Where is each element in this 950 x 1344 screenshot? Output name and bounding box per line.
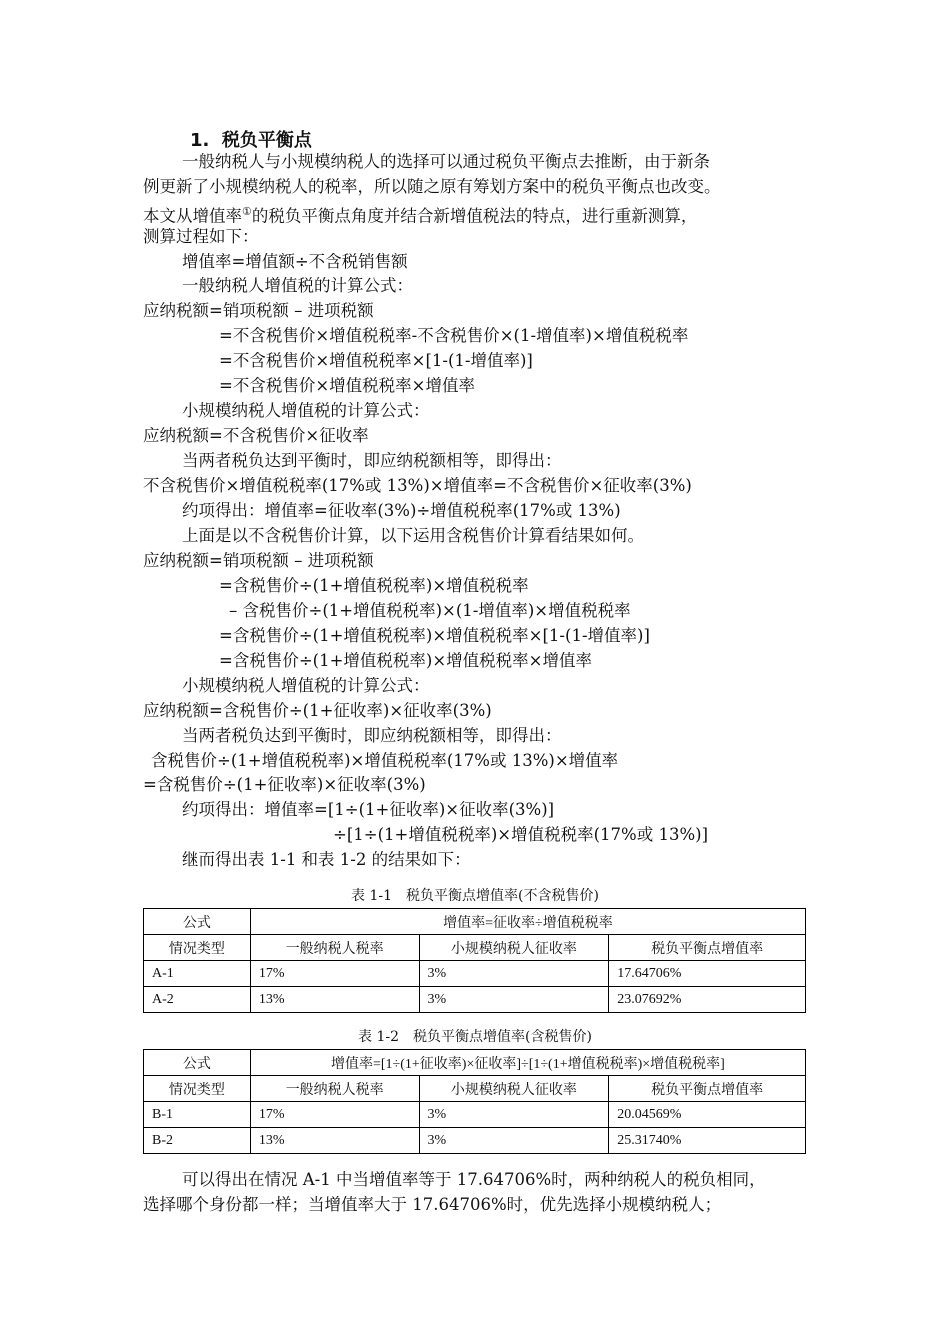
table-cell: 3% bbox=[419, 1102, 609, 1128]
table-cell: 公式 bbox=[144, 909, 251, 935]
formula-line: =不含税售价×增值税税率×[1-(1-增值率)] bbox=[219, 351, 533, 370]
text-line: 继而得出表 1-1 和表 1-2 的结果如下： bbox=[182, 850, 471, 869]
text-line: 应纳税额=含税售价÷(1+征收率)×征收率(3%) bbox=[143, 701, 492, 720]
table-cell: 增值率=征收率÷增值税税率 bbox=[250, 909, 805, 935]
text-line: 小规模纳税人增值税的计算公式： bbox=[182, 401, 430, 420]
table-cell: A-2 bbox=[144, 987, 251, 1013]
text-line: 应纳税额=不含税售价×征收率 bbox=[143, 426, 369, 445]
table-header-cell: 小规模纳税人征收率 bbox=[419, 1076, 609, 1102]
table-header-cell: 情况类型 bbox=[144, 935, 251, 961]
formula-line: =含税售价÷(1+征收率)×征收率(3%) bbox=[143, 775, 426, 794]
text-line: 当两者税负达到平衡时，即应纳税额相等，即得出： bbox=[182, 726, 562, 745]
section-number: 1. bbox=[190, 130, 210, 151]
table-cell: A-1 bbox=[144, 961, 251, 987]
formula-line: =不含税售价×增值税税率-不含税售价×(1-增值率)×增值税税率 bbox=[219, 326, 689, 345]
table-cell: 25.31740% bbox=[609, 1128, 806, 1154]
formula-line: – 含税售价÷(1+增值税税率)×(1-增值率)×增值税税率 bbox=[229, 601, 631, 620]
intro-line: 例更新了小规模纳税人的税率，所以随之原有筹划方案中的税负平衡点也改变。 bbox=[143, 177, 721, 196]
table-cell: 公式 bbox=[144, 1050, 251, 1076]
text-line: 小规模纳税人增值税的计算公式： bbox=[182, 676, 430, 695]
table-cell: 3% bbox=[419, 961, 609, 987]
table-cell: 23.07692% bbox=[609, 987, 806, 1013]
section-title: 税负平衡点 bbox=[221, 130, 312, 151]
table-row bbox=[144, 909, 806, 935]
table-cell: 13% bbox=[250, 1128, 419, 1154]
text-line: 增值率=增值额÷不含税销售额 bbox=[182, 252, 408, 271]
table-header-cell: 一般纳税人税率 bbox=[250, 935, 419, 961]
intro-line: 测算过程如下： bbox=[143, 227, 259, 246]
table1 bbox=[143, 908, 806, 1013]
conclusion-line: 可以得出在情况 A-1 中当增值率等于 17.64706%时，两种纳税人的税负相同， bbox=[182, 1170, 766, 1189]
table-cell: B-1 bbox=[144, 1102, 251, 1128]
formula-line: =含税售价÷(1+增值税税率)×增值税税率×增值率 bbox=[219, 651, 592, 670]
formula-line: ÷[1÷(1+增值税税率)×增值税税率(17%或 13%)] bbox=[333, 825, 709, 844]
table-header-cell: 一般纳税人税率 bbox=[250, 1076, 419, 1102]
conclusion-line: 选择哪个身份都一样；当增值率大于 17.64706%时，优先选择小规模纳税人； bbox=[143, 1195, 722, 1214]
text-line: 当两者税负达到平衡时，即应纳税额相等，即得出： bbox=[182, 451, 562, 470]
intro-text: 的税负平衡点角度并结合新增值税法的特点，进行重新测算， bbox=[251, 206, 698, 226]
table-row bbox=[144, 987, 806, 1013]
table-header-cell: 小规模纳税人征收率 bbox=[419, 935, 609, 961]
table-cell: 17% bbox=[250, 1102, 419, 1128]
formula-line: =含税售价÷(1+增值税税率)×增值税税率×[1-(1-增值率)] bbox=[219, 626, 650, 645]
table2-caption: 表 1-2 税负平衡点增值率(含税售价) bbox=[358, 1029, 592, 1045]
text-line: 约项得出：增值率=征收率(3%)÷增值税税率(17%或 13%) bbox=[182, 501, 621, 520]
text-line: 应纳税额=销项税额 – 进项税额 bbox=[143, 301, 374, 320]
formula-line: 含税售价÷(1+增值税税率)×增值税税率(17%或 13%)×增值率 bbox=[151, 751, 619, 770]
text-line: 一般纳税人增值税的计算公式： bbox=[182, 276, 413, 295]
table2 bbox=[143, 1049, 806, 1154]
table-header-cell: 税负平衡点增值率 bbox=[609, 935, 806, 961]
text-line: 上面是以不含税售价计算，以下运用含税售价计算看结果如何。 bbox=[182, 526, 644, 545]
text-line: 应纳税额=销项税额 – 进项税额 bbox=[143, 551, 374, 570]
table-cell: 增值率=[1÷(1+征收率)×征收率]÷[1÷(1+增值税税率)×增值税税率] bbox=[250, 1050, 805, 1076]
table1-caption: 表 1-1 税负平衡点增值率(不含税售价) bbox=[351, 888, 599, 904]
table-cell: 17.64706% bbox=[609, 961, 806, 987]
text-line: 约项得出：增值率=[1÷(1+征收率)×征收率(3%)] bbox=[182, 800, 555, 819]
table-cell: B-2 bbox=[144, 1128, 251, 1154]
formula-line: =含税售价÷(1+增值税税率)×增值税税率 bbox=[219, 576, 529, 595]
table-cell: 13% bbox=[250, 987, 419, 1013]
table-row bbox=[144, 961, 806, 987]
table-header-row bbox=[144, 1076, 806, 1102]
footnote-mark: ① bbox=[242, 205, 252, 218]
intro-line: 一般纳税人与小规模纳税人的选择可以通过税负平衡点去推断，由于新条 bbox=[182, 152, 710, 171]
table-row bbox=[144, 1128, 806, 1154]
formula-line: =不含税售价×增值税税率×增值率 bbox=[219, 376, 475, 395]
table-row bbox=[144, 1102, 806, 1128]
table-header-cell: 税负平衡点增值率 bbox=[609, 1076, 806, 1102]
table-row bbox=[144, 1050, 806, 1076]
intro-text: 本文从增值率 bbox=[143, 206, 242, 226]
formula-line: 不含税售价×增值税税率(17%或 13%)×增值率=不含税售价×征收率(3%) bbox=[143, 476, 692, 495]
table-header-cell: 情况类型 bbox=[144, 1076, 251, 1102]
table-cell: 3% bbox=[419, 1128, 609, 1154]
table-cell: 20.04569% bbox=[609, 1102, 806, 1128]
section-heading bbox=[190, 126, 312, 152]
table-cell: 3% bbox=[419, 987, 609, 1013]
table-cell: 17% bbox=[250, 961, 419, 987]
table-header-row bbox=[144, 935, 806, 961]
